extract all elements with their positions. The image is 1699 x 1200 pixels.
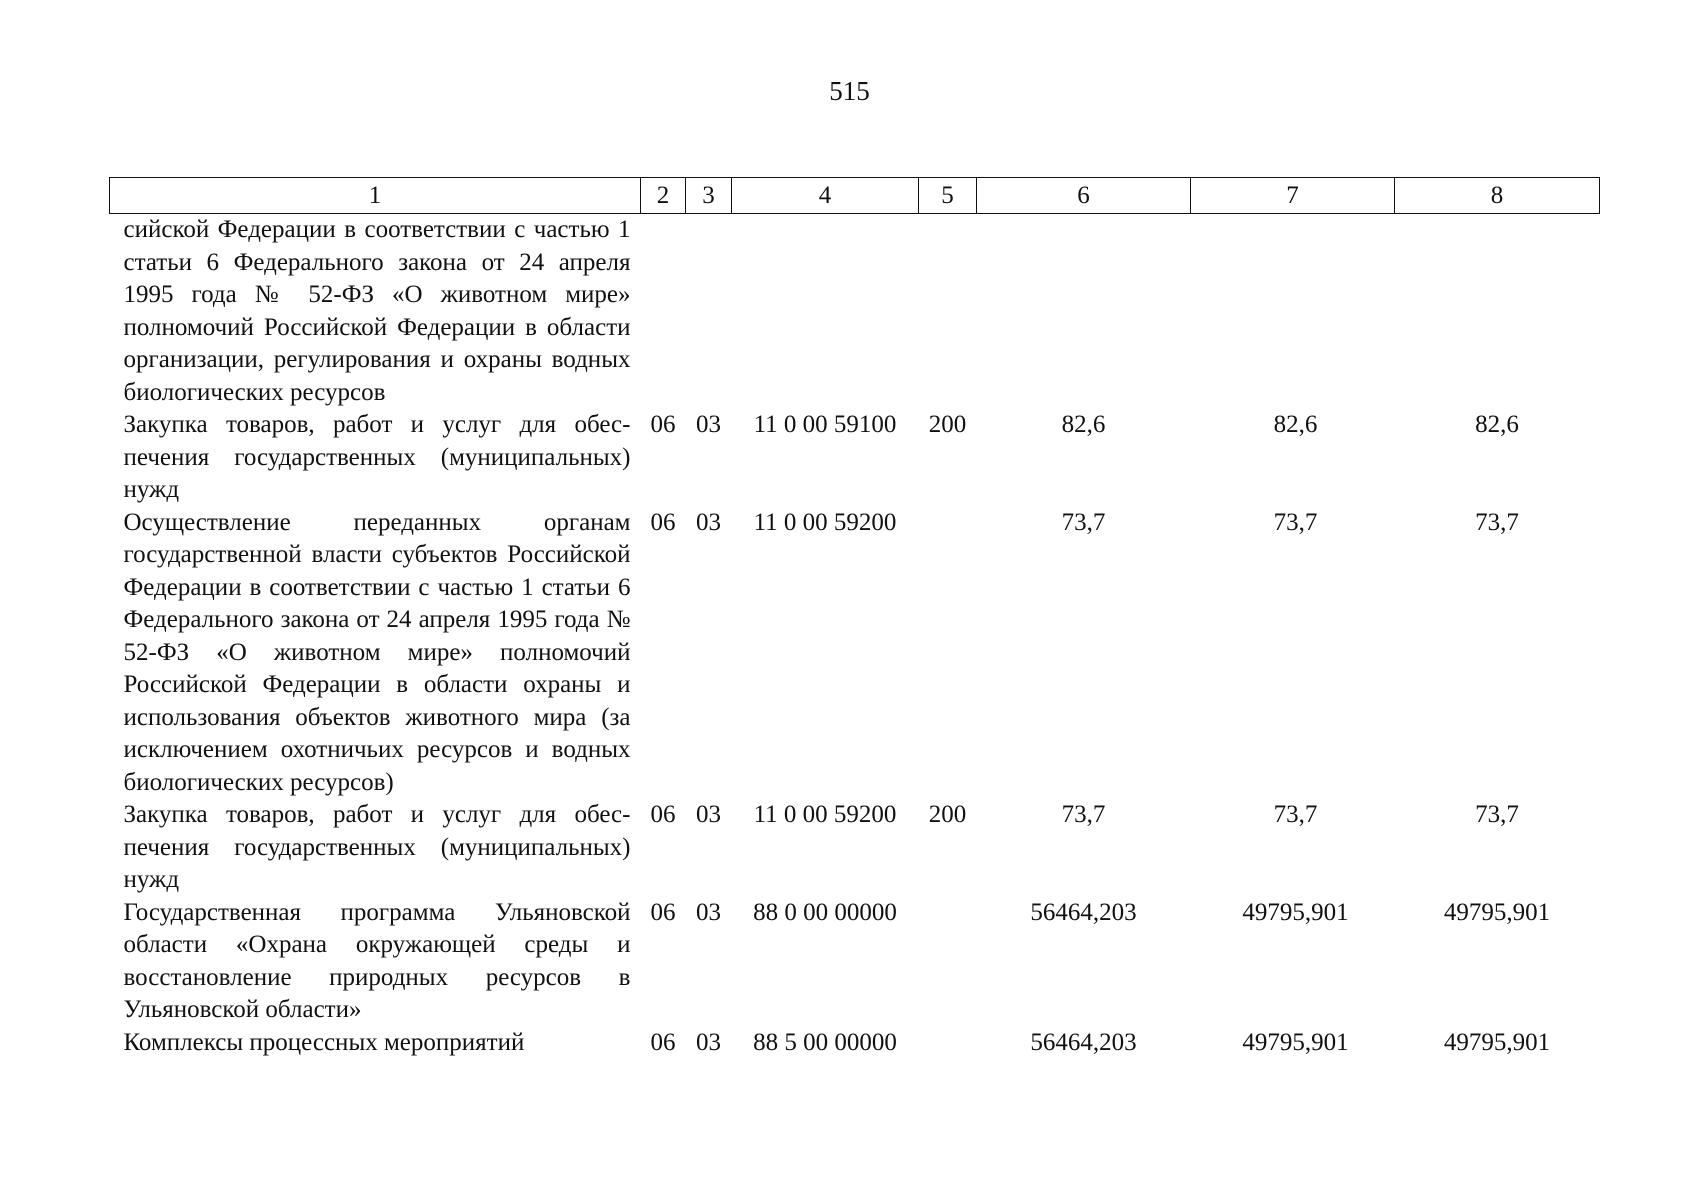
row-amount-year3: 73,7 [1475,508,1519,536]
header-col-5: 5 [919,178,977,214]
row-amount-year1: 82,6 [1061,411,1106,438]
table-row [110,799,1600,897]
row-target-article: 88 0 00 00000 [753,898,897,926]
row-amount-year2: 82,6 [1273,411,1318,438]
row-expense-type [919,214,977,410]
row-expense-type [919,507,977,800]
header-col-1: 1 [110,178,641,214]
row-name: Комплексы процессных мероприятий [123,1028,525,1056]
table-header [110,178,1600,214]
table-row [110,897,1600,1027]
header-row [110,178,1600,214]
row-amount-year1: 73,7 [1061,508,1106,536]
header-col-6: 6 [977,178,1191,214]
row-amount-year2: 49795,901 [1242,898,1349,926]
row-subsection: 03 [696,411,721,438]
row-expense-type [919,1027,977,1060]
header-col-7: 7 [1191,178,1395,214]
row-expense-type: 200 [928,801,967,828]
table-body [110,214,1600,1060]
header-col-2: 2 [641,178,686,214]
row-section [641,214,686,410]
row-amount-year3: 73,7 [1475,801,1519,828]
table-row [110,1027,1600,1060]
row-subsection: 03 [696,508,721,536]
row-amount-year3: 49795,901 [1443,898,1551,926]
row-name: Государственная программа Ульяновской области «Охрана окружающей среды и восстановление природных ресурсов в Ульяновской области» [123,898,631,1023]
row-target-article: 88 5 00 00000 [753,1028,897,1056]
row-section: 06 [650,801,676,828]
page-number: 515 [829,76,870,106]
row-name: сийской Федерации в соответствии с частью 1 статьи 6 Федерального закона от 24 апреля 1995 года № 52-ФЗ «О животном мире» полномочий Российской Федерации в области организации, регулирования и охраны водных биологических ресурсов [123,216,631,406]
row-name: Закупка товаров, работ и услуг для обеспечения государственных (муниципальных) нужд [123,801,631,893]
row-expense-type [919,897,977,1027]
row-target-article: 11 0 00 59200 [753,801,897,828]
table-row [110,409,1600,507]
row-target-article: 11 0 00 59200 [753,508,897,536]
row-amount-year3 [1395,214,1600,410]
row-amount-year2: 73,7 [1273,508,1318,536]
table-row [110,507,1600,800]
row-amount-year3: 49795,901 [1443,1028,1551,1056]
row-section: 06 [650,1028,676,1056]
row-amount-year1: 56464,203 [1030,1028,1137,1056]
row-amount-year3: 82,6 [1475,411,1519,438]
row-section: 06 [650,508,676,536]
row-section: 06 [650,898,676,926]
row-subsection [686,214,732,410]
row-amount-year1: 73,7 [1061,801,1106,828]
row-name: Осуществление переданных органам государственной власти субъектов Российской Федерации в соответствии с частью 1 статьи 6 Федерального закона от 24 апреля 1995 года № 52-ФЗ «О животном мире» полномочий Российской Федерации в области охраны и использования объектов животного мира (за исключением охотничьих ресурсов и водных биологических ресурсов) [123,508,631,796]
budget-table [109,177,1600,1059]
row-section: 06 [650,411,676,438]
row-target-article [732,214,919,410]
row-subsection: 03 [696,1028,721,1056]
row-name: Закупка товаров, работ и услуг для обеспечения государственных (муниципальных) нужд [123,411,631,503]
header-col-3: 3 [686,178,732,214]
table-row [110,214,1600,410]
row-subsection: 03 [696,898,721,926]
row-amount-year2: 73,7 [1273,801,1318,828]
row-amount-year1: 56464,203 [1030,898,1137,926]
row-amount-year2: 49795,901 [1242,1028,1349,1056]
header-col-8: 8 [1395,178,1600,214]
row-amount-year1 [977,214,1191,410]
row-subsection: 03 [696,801,721,828]
header-col-4: 4 [732,178,919,214]
row-amount-year2 [1191,214,1395,410]
row-target-article: 11 0 00 59100 [753,411,897,438]
row-expense-type: 200 [928,411,967,438]
